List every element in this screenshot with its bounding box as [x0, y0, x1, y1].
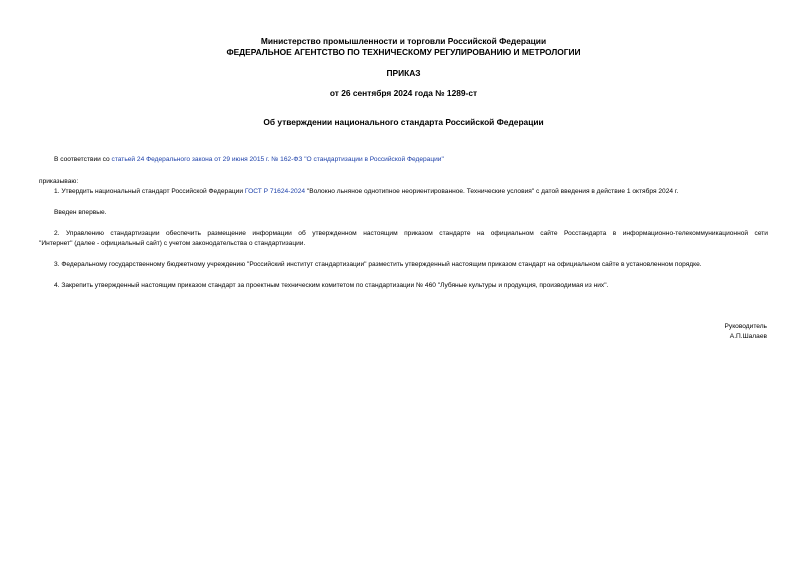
- item-3-paragraph: 3. Федеральному государственному бюджетному учреждению "Российский институт стандартизации" разместить утвержденный настоящим приказом стандарт на официальном сайте в установленном порядке.: [54, 261, 702, 268]
- item-1-suffix: "Волокно льняное однотипное неориентированное. Технические условия" с датой введения в действие 1 октября 2024 г.: [305, 188, 679, 195]
- federal-law-link[interactable]: статьей 24 Федерального закона от 29 июня 2015 г. № 162-ФЗ "О стандартизации в Российской Федерации": [111, 156, 444, 163]
- document-dateline: от 26 сентября 2024 года № 1289-ст: [329, 88, 478, 98]
- signatory-name: А.П.Шалаев: [729, 333, 767, 340]
- decree-word: приказываю:: [39, 178, 79, 185]
- legal-basis-prefix: В соответствии со: [54, 156, 112, 163]
- document-kind: ПРИКАЗ: [386, 68, 421, 78]
- item-2-line-1: 2. Управлению стандартизации обеспечить размещение информации об утвержденном настоящим приказом стандарте на официальном сайте Росстандарта в информационно-телекоммуникационной сети: [54, 230, 768, 237]
- item-1-prefix: 1. Утвердить национальный стандарт Российской Федерации: [54, 188, 245, 195]
- ministry-name: Министерство промышленности и торговли Российской Федерации: [260, 36, 547, 46]
- legal-basis-paragraph: [54, 155, 444, 165]
- item-2-line-2: "Интернет" (далее - официальный сайт) с учетом законодательства о стандартизации.: [39, 240, 306, 247]
- item-1-paragraph: [54, 187, 678, 197]
- document-subject: Об утверждении национального стандарта Российской Федерации: [263, 117, 544, 127]
- item-4-paragraph: 4. Закрепить утвержденный настоящим приказом стандарт за проектным техническим комитетом по стандартизации № 460 "Лубяные культуры и продукция, производимая из них".: [54, 282, 609, 289]
- intro-note: Введен впервые.: [54, 209, 107, 216]
- agency-name: ФЕДЕРАЛЬНОЕ АГЕНТСТВО ПО ТЕХНИЧЕСКОМУ РЕГУЛИРОВАНИЮ И МЕТРОЛОГИИ: [226, 47, 581, 57]
- gost-standard-link[interactable]: ГОСТ Р 71624-2024: [244, 188, 306, 195]
- signatory-title: Руководитель: [724, 323, 767, 330]
